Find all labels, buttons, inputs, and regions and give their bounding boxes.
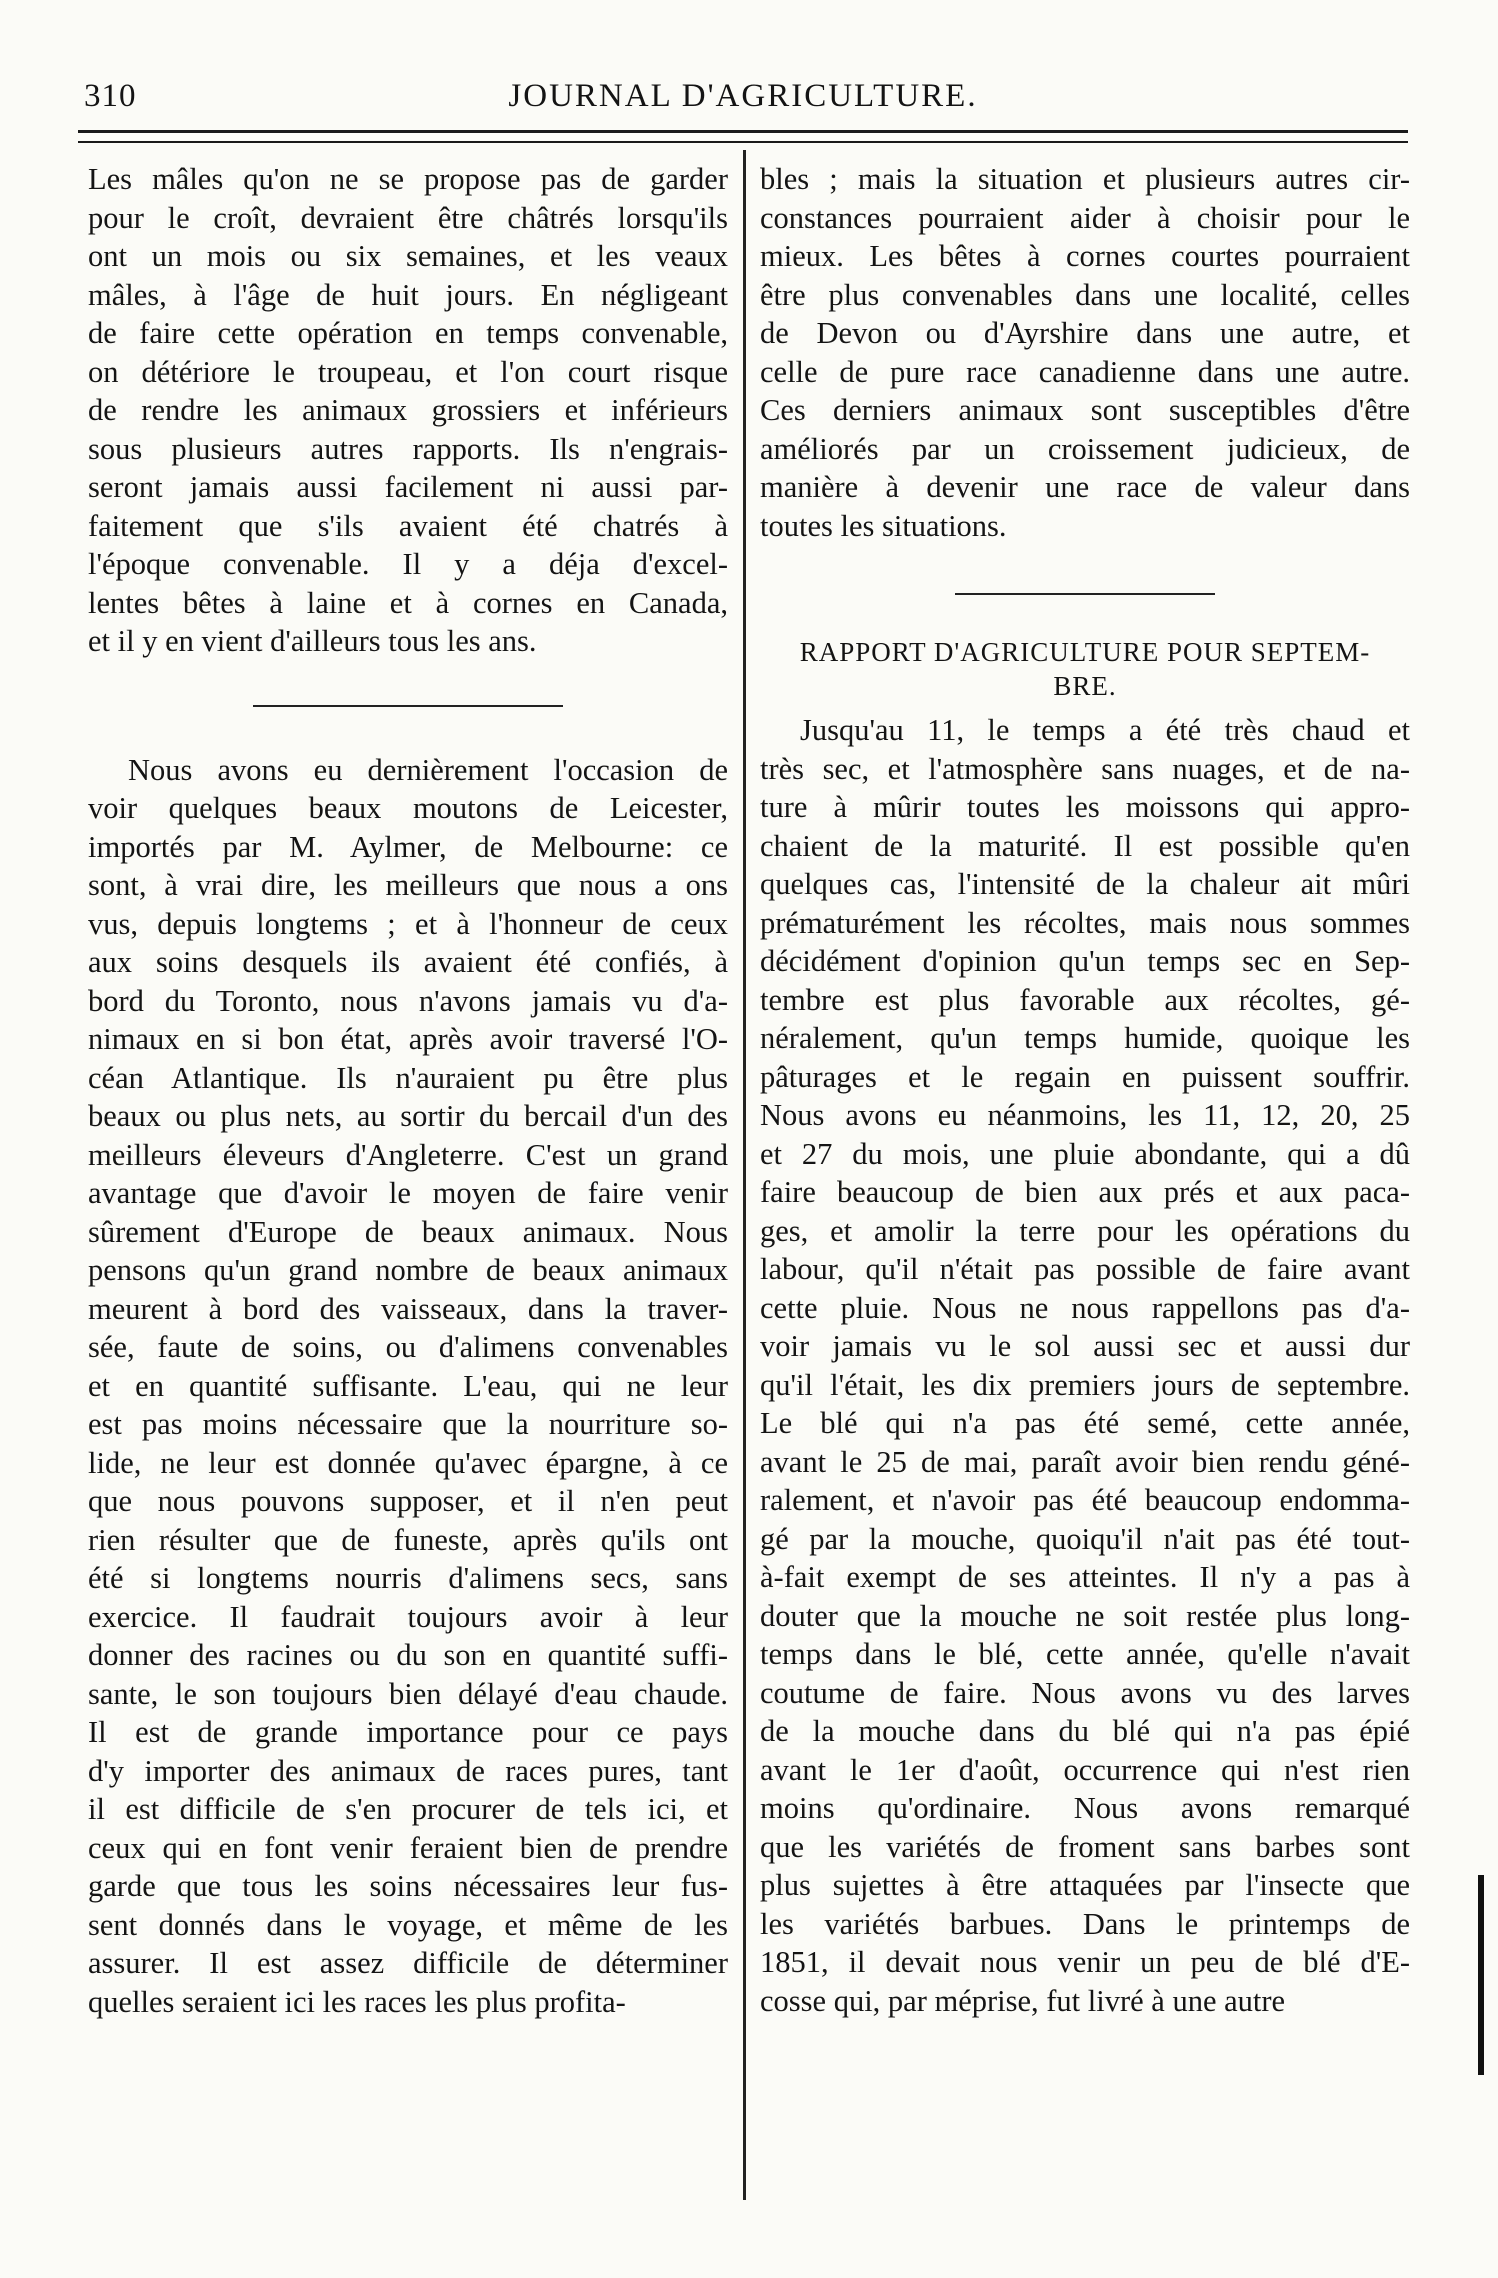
right-paragraph-1 <box>760 160 1410 545</box>
text-line: pour le croît, devraient être châtrés lorsqu'ils <box>88 200 728 235</box>
text-line: sûrement d'Europe de beaux animaux. Nous <box>88 1214 728 1249</box>
text-line: toutes les situations. <box>760 508 1007 543</box>
text-line: mieux. Les bêtes à cornes courtes pourraient <box>760 239 1410 273</box>
text-line: que nous pouvons supposer, et il n'en peut <box>88 1484 728 1518</box>
text-line: faitement que s'ils avaient été chatrés à <box>88 508 728 543</box>
text-line: Il est de grande importance pour ce pays <box>88 1715 728 1749</box>
text-line: lentes bêtes à laine et à cornes en Canada, <box>88 585 728 620</box>
text-line: voir jamais vu le sol aussi sec et aussi dur <box>760 1329 1410 1363</box>
text-line: sont, à vrai dire, les meilleurs que nous a ons <box>88 868 728 902</box>
text-line: de faire cette opération en temps convenable, <box>88 316 728 350</box>
page-number: 310 <box>84 78 137 114</box>
text-line: importés par M. Aylmer, de Melbourne: ce <box>88 829 728 864</box>
text-line: aux soins desquels ils avaient été confiés, à <box>88 945 728 979</box>
left-paragraph-1 <box>88 160 728 661</box>
text-line: RAPPORT D'AGRICULTURE POUR SEPTEM- <box>799 637 1371 667</box>
text-line: avant le 25 de mai, paraît avoir bien rendu géné- <box>760 1444 1410 1479</box>
text-line: Jusqu'au 11, le temps a été très chaud et <box>800 713 1410 747</box>
page-header <box>78 72 1408 122</box>
text-line: faire beaucoup de bien aux prés et aux paca- <box>760 1175 1410 1209</box>
text-line: exercice. Il faudrait toujours avoir à leur <box>88 1599 728 1634</box>
text-line: 1851, il devait nous venir un peu de blé d'E- <box>760 1945 1410 1979</box>
text-line: manière à devenir une race de valeur dans <box>760 470 1410 504</box>
text-line: et 27 du mois, une pluie abondante, qui a dû <box>760 1136 1410 1171</box>
text-line: quelques cas, l'intensité de la chaleur ait mûri <box>760 867 1410 901</box>
text-line: l'époque convenable. Il y a déja d'excel- <box>88 547 728 581</box>
text-line: avantage que d'avoir le moyen de faire venir <box>88 1176 728 1210</box>
text-line: bord du Toronto, nous n'avons jamais vu d'a- <box>88 983 728 1018</box>
text-line: coutume de faire. Nous avons vu des larves <box>760 1675 1410 1710</box>
text-line: vus, depuis longtems ; et à l'honneur de ceux <box>88 906 728 941</box>
text-line: d'y importer des animaux de races pures, tant <box>88 1753 728 1788</box>
text-line: de la mouche dans du blé qui n'a pas épié <box>760 1714 1410 1748</box>
text-line: douter que la mouche ne soit restée plus long- <box>760 1598 1410 1633</box>
text-line: bles ; mais la situation et plusieurs autres cir- <box>760 162 1410 196</box>
text-line: celle de pure race canadienne dans une autre. <box>760 354 1410 389</box>
text-line: sante, le son toujours bien délayé d'eau chaude. <box>88 1676 728 1711</box>
running-title: JOURNAL D'AGRICULTURE. <box>508 78 978 114</box>
text-line: ont un mois ou six semaines, et les veaux <box>88 239 728 273</box>
text-line: moins qu'ordinaire. Nous avons remarqué <box>760 1791 1410 1825</box>
margin-mark <box>1478 1875 1484 2075</box>
text-line: meilleurs éleveurs d'Angleterre. C'est un grand <box>88 1137 728 1172</box>
text-line: beaux ou plus nets, au sortir du bercail d'un des <box>88 1099 728 1133</box>
right-paragraph-2 <box>760 711 1410 2020</box>
text-line: il est difficile de s'en procurer de tels ici, et <box>88 1792 728 1826</box>
text-line: on détériore le troupeau, et l'on court risque <box>88 354 728 389</box>
text-line: être plus convenables dans une localité, celles <box>760 277 1410 312</box>
text-line: ture à mûrir toutes les moissons qui appro- <box>760 790 1410 824</box>
text-line: améliorés par un croissement judicieux, de <box>760 431 1410 466</box>
text-line: sent donnés dans le voyage, et même de les <box>88 1907 728 1942</box>
text-line: tembre est plus favorable aux récoltes, gé- <box>760 982 1410 1017</box>
text-line: labour, qu'il n'était pas possible de faire avant <box>760 1252 1410 1286</box>
text-line: très sec, et l'atmosphère sans nuages, et de na- <box>760 751 1410 786</box>
text-line: de rendre les animaux grossiers et inférieurs <box>88 393 728 427</box>
text-line: Ces derniers animaux sont susceptibles d'être <box>760 393 1410 427</box>
text-line: les variétés barbues. Dans le printemps de <box>760 1906 1410 1941</box>
text-line: temps dans le blé, cette année, qu'elle n'avait <box>760 1637 1410 1671</box>
text-line: sous plusieurs autres rapports. Ils n'engrais- <box>88 431 728 466</box>
left-column <box>88 160 728 2021</box>
text-line: Nous avons eu néanmoins, les 11, 12, 20, 25 <box>760 1098 1410 1132</box>
text-line: pensons qu'un grand nombre de beaux animaux <box>88 1253 728 1287</box>
text-line: plus sujettes à être attaquées par l'insecte que <box>760 1868 1410 1902</box>
text-line: ceux qui en font venir feraient bien de prendre <box>88 1830 728 1865</box>
text-line: Nous avons eu dernièrement l'occasion de <box>128 752 728 787</box>
left-paragraph-2 <box>88 751 728 2022</box>
text-line: mâles, à l'âge de huit jours. En négligeant <box>88 277 728 312</box>
text-line: quelles seraient ici les races les plus profita- <box>88 1984 626 2019</box>
text-line: prématurément les récoltes, mais nous sommes <box>760 905 1410 940</box>
text-line: sée, faute de soins, ou d'alimens convenables <box>88 1330 728 1364</box>
text-line: été si longtems nourris d'alimens secs, sans <box>88 1561 728 1595</box>
text-line: Le blé qui n'a pas été semé, cette année, <box>760 1406 1410 1440</box>
text-line: cosse qui, par méprise, fut livré à une autre <box>760 1983 1286 2018</box>
text-line: seront jamais aussi facilement ni aussi par- <box>88 470 728 504</box>
text-line: Les mâles qu'on ne se propose pas de garder <box>88 162 728 196</box>
section-separator <box>253 705 563 707</box>
text-line: BRE. <box>1053 671 1117 701</box>
text-line: ralement, et n'avoir pas été beaucoup endomma- <box>760 1483 1410 1517</box>
text-line: voir quelques beaux moutons de Leicester, <box>88 791 728 825</box>
text-line: décidément d'opinion qu'un temps sec en Sep- <box>760 944 1410 978</box>
column-divider <box>743 150 746 2200</box>
text-line: constances pourraient aider à choisir pour le <box>760 200 1410 235</box>
section-separator <box>955 593 1215 595</box>
text-line: est pas moins nécessaire que la nourriture so- <box>88 1407 728 1441</box>
text-line: céan Atlantique. Ils n'auraient pu être plus <box>88 1060 728 1095</box>
text-line: meurent à bord des vaisseaux, dans la traver- <box>88 1291 728 1326</box>
text-line: qu'il l'était, les dix premiers jours de septembre. <box>760 1367 1410 1402</box>
section-heading <box>760 635 1410 703</box>
text-line: à-fait exempt de ses atteintes. Il n'y a pas à <box>760 1560 1410 1594</box>
text-line: nimaux en si bon état, après avoir traversé l'O- <box>88 1022 728 1056</box>
text-line: et il y en vient d'ailleurs tous les ans. <box>88 624 537 658</box>
text-line: cette pluie. Nous ne nous rappellons pas d'a- <box>760 1290 1410 1325</box>
text-line: lide, ne leur est donnée qu'avec épargne, à ce <box>88 1445 728 1480</box>
text-line: pâturages et le regain en puissent souffrir. <box>760 1059 1410 1094</box>
text-line: chaient de la maturité. Il est possible qu'en <box>760 828 1410 863</box>
text-line: donner des racines ou du son en quantité suffi- <box>88 1638 728 1672</box>
text-line: et en quantité suffisante. L'eau, qui ne leur <box>88 1368 728 1403</box>
text-line: que les variétés de froment sans barbes sont <box>760 1829 1410 1864</box>
text-line: de Devon ou d'Ayrshire dans une autre, et <box>760 316 1410 350</box>
right-column <box>760 160 1410 2020</box>
text-line: ges, et amolir la terre pour les opérations du <box>760 1213 1410 1248</box>
header-double-rule <box>78 130 1408 143</box>
text-line: gé par la mouche, quoiqu'il n'ait pas été tout- <box>760 1521 1410 1556</box>
text-line: assurer. Il est assez difficile de déterminer <box>88 1946 728 1980</box>
text-line: garde que tous les soins nécessaires leur fus- <box>88 1869 728 1903</box>
text-line: rien résulter que de funeste, après qu'ils ont <box>88 1522 728 1557</box>
text-line: néralement, qu'un temps humide, quoique les <box>760 1021 1410 1055</box>
text-line: avant le 1er d'août, occurrence qui n'est rien <box>760 1752 1410 1787</box>
